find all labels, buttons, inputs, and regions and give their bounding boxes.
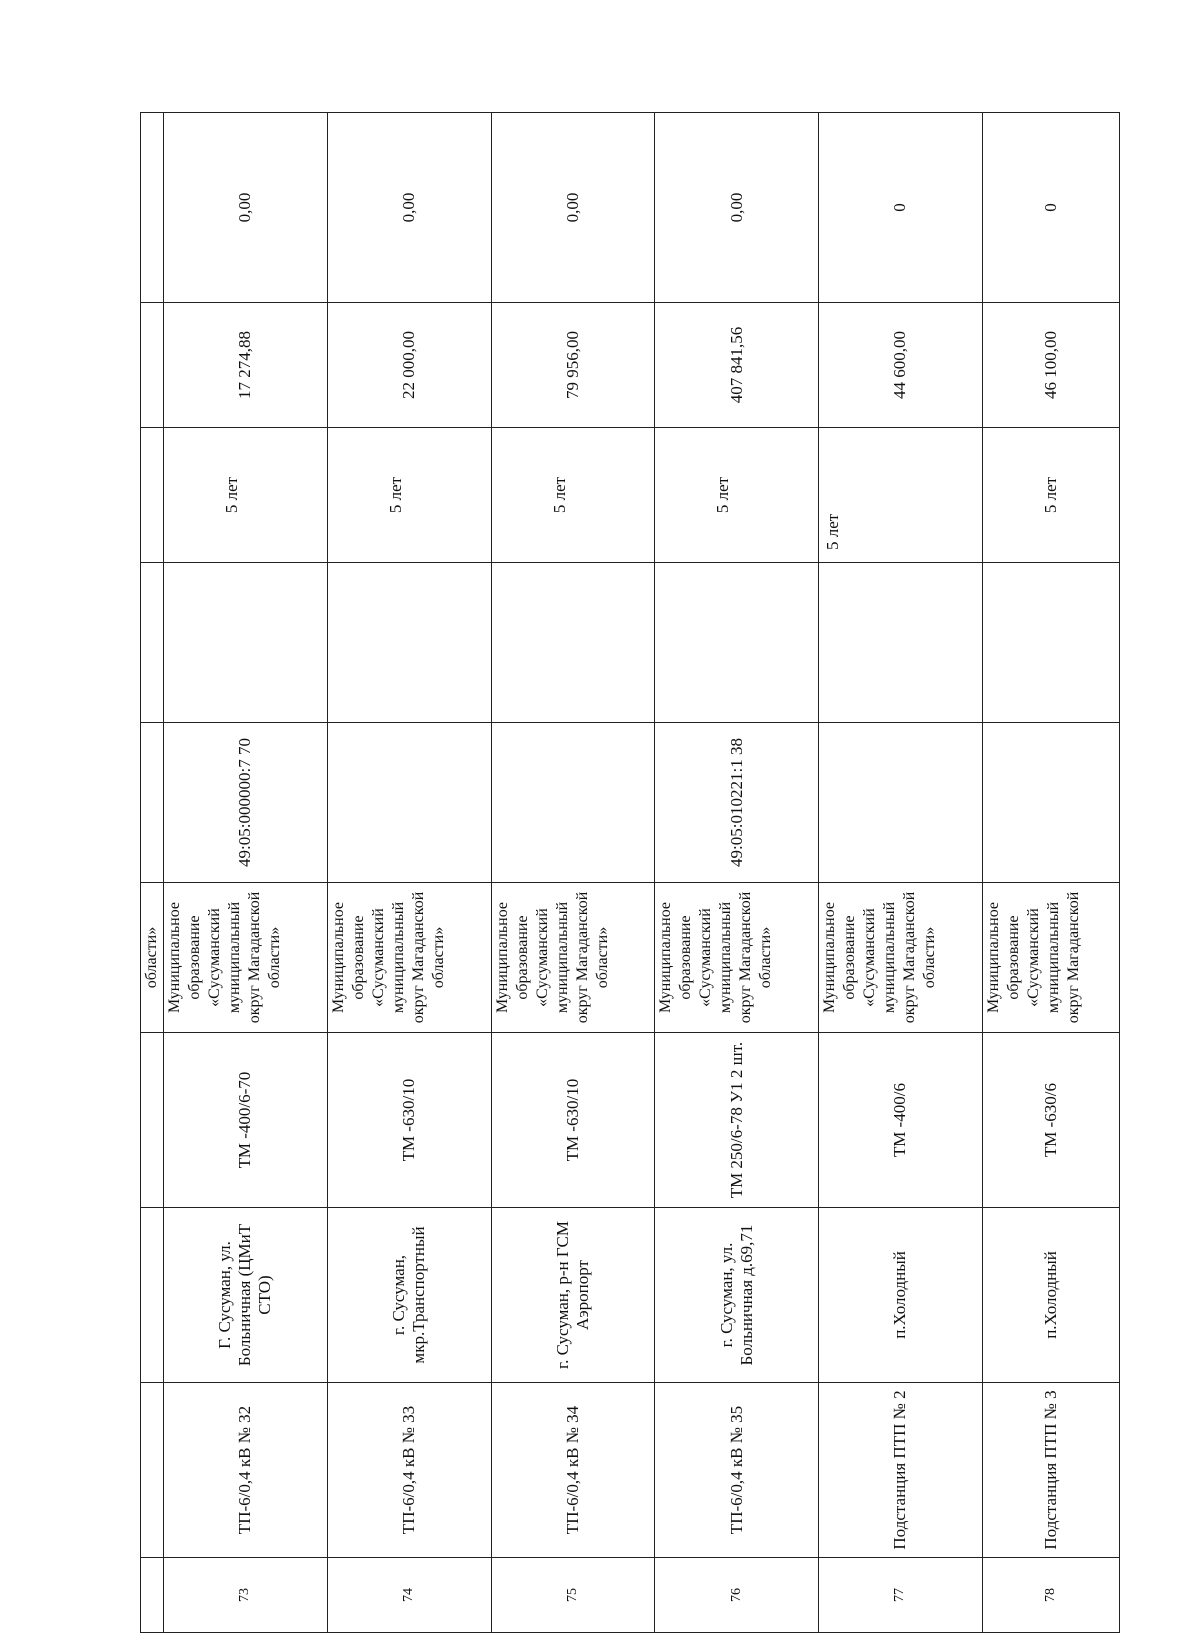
- carryover-row: [141, 113, 164, 1633]
- cadastral-number: [491, 723, 655, 883]
- empty-cell: [819, 563, 983, 723]
- amount: 44 600,00: [819, 303, 983, 428]
- empty-cell: [982, 563, 1119, 723]
- cadastral-number: [982, 723, 1119, 883]
- table-row: [491, 113, 655, 1633]
- object-name: ТП-6/0,4 кВ № 34: [491, 1383, 655, 1558]
- row-number: 74: [327, 1558, 491, 1633]
- result-value: 0,00: [655, 113, 819, 303]
- row-number: 78: [982, 1558, 1119, 1633]
- equipment: ТМ 250/6-78 У1 2 шт.: [655, 1033, 819, 1208]
- result-value: 0: [819, 113, 983, 303]
- owner: Муниципальное образование «Сусуманский муниципальный округ Магаданской области»: [491, 883, 655, 1033]
- registry-table: [140, 112, 1120, 1633]
- object-name: ТП-6/0,4 кВ № 33: [327, 1383, 491, 1558]
- table-row: [327, 113, 491, 1633]
- term: 5 лет: [491, 428, 655, 563]
- result-value: 0,00: [491, 113, 655, 303]
- cadastral-number: [327, 723, 491, 883]
- row-number: 73: [164, 1558, 328, 1633]
- term: 5 лет: [655, 428, 819, 563]
- term: 5 лет: [819, 428, 983, 563]
- equipment: ТМ -630/10: [491, 1033, 655, 1208]
- amount: 407 841,56: [655, 303, 819, 428]
- table-row: [655, 113, 819, 1633]
- object-address: Г. Сусуман, ул. Больничная (ЦМиТ СТО): [164, 1208, 328, 1383]
- result-value: 0: [982, 113, 1119, 303]
- cadastral-number: 49:05:000000:7 70: [164, 723, 328, 883]
- row-number: 75: [491, 1558, 655, 1633]
- object-address: г. Сусуман, мкр.Транспортный: [327, 1208, 491, 1383]
- row-number: 76: [655, 1558, 819, 1633]
- table-row: [982, 113, 1119, 1633]
- equipment: ТМ -630/6: [982, 1033, 1119, 1208]
- term: 5 лет: [982, 428, 1119, 563]
- cadastral-number: 49:05:010221:1 38: [655, 723, 819, 883]
- cadastral-number: [819, 723, 983, 883]
- object-name: ТП-6/0,4 кВ № 35: [655, 1383, 819, 1558]
- table-row: [164, 113, 328, 1633]
- amount: 79 956,00: [491, 303, 655, 428]
- term: 5 лет: [164, 428, 328, 563]
- result-value: 0,00: [164, 113, 328, 303]
- owner: Муниципальное образование «Сусуманский муниципальный округ Магаданской: [982, 883, 1119, 1033]
- equipment: ТМ -400/6: [819, 1033, 983, 1208]
- result-value: 0,00: [327, 113, 491, 303]
- equipment: ТМ -630/10: [327, 1033, 491, 1208]
- rotated-table-container: [140, 113, 1120, 1633]
- owner: Муниципальное образование «Сусуманский муниципальный округ Магаданской области»: [819, 883, 983, 1033]
- amount: 46 100,00: [982, 303, 1119, 428]
- object-name: ТП-6/0,4 кВ № 32: [164, 1383, 328, 1558]
- object-address: п.Холодный: [819, 1208, 983, 1383]
- object-address: г. Сусуман, ул. Больничная д.69,71: [655, 1208, 819, 1383]
- object-address: п.Холодный: [982, 1208, 1119, 1383]
- table-row: [819, 113, 983, 1633]
- owner: Муниципальное образование «Сусуманский муниципальный округ Магаданской области»: [655, 883, 819, 1033]
- owner: Муниципальное образование «Сусуманский муниципальный округ Магаданской области»: [164, 883, 328, 1033]
- empty-cell: [327, 563, 491, 723]
- object-name: Подстанция ПТП № 3: [982, 1383, 1119, 1558]
- empty-cell: [491, 563, 655, 723]
- empty-cell: [655, 563, 819, 723]
- empty-cell: [164, 563, 328, 723]
- object-name: Подстанция ПТП № 2: [819, 1383, 983, 1558]
- amount: 22 000,00: [327, 303, 491, 428]
- equipment: ТМ -400/6-70: [164, 1033, 328, 1208]
- row-number: 77: [819, 1558, 983, 1633]
- term: 5 лет: [327, 428, 491, 563]
- object-address: г. Сусуман, р-н ГСМ Аэропорт: [491, 1208, 655, 1383]
- amount: 17 274,88: [164, 303, 328, 428]
- owner: Муниципальное образование «Сусуманский муниципальный округ Магаданской области»: [327, 883, 491, 1033]
- carryover-owner-text: области»: [141, 883, 164, 1033]
